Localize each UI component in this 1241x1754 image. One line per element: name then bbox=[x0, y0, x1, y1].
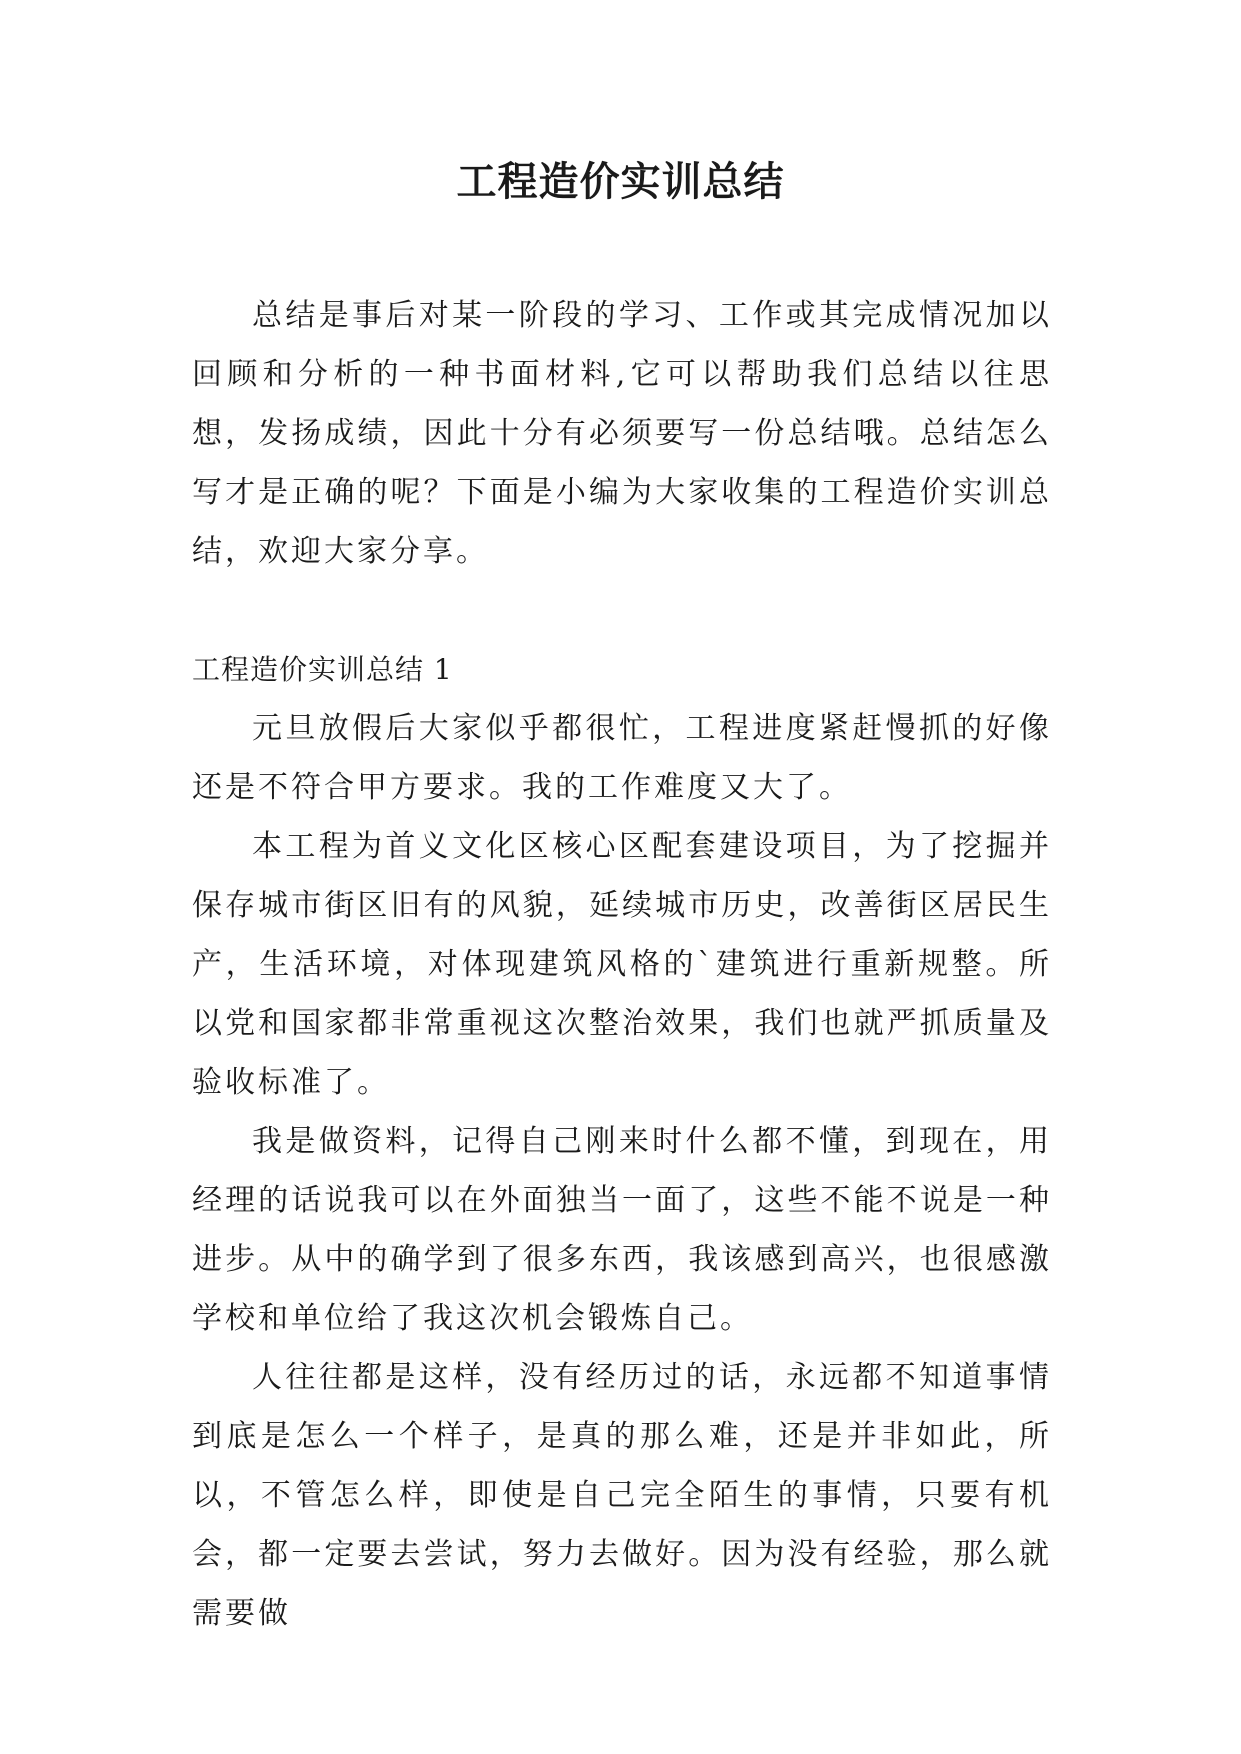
body-paragraph: 人往往都是这样，没有经历过的话，永远都不知道事情到底是怎么一个样子，是真的那么难，还是并非如此，所以，不管怎么样，即使是自己完全陌生的事情，只要有机会，都一定要去尝试，努力去做好。因为没有经验，那么就需要做 bbox=[192, 1360, 1052, 1631]
body-paragraph: 我是做资料，记得自己刚来时什么都不懂，到现在，用经理的话说我可以在外面独当一面了，这些不能不说是一种进步。从中的确学到了很多东西，我该感到高兴，也很感激学校和单位给了我这次机会锻炼自己。 bbox=[192, 1124, 1052, 1336]
body-paragraph: 元旦放假后大家似乎都很忙，工程进度紧赶慢抓的好像还是不符合甲方要求。我的工作难度又大了。 bbox=[192, 711, 1052, 805]
body-paragraph: 本工程为首义文化区核心区配套建设项目，为了挖掘并保存城市街区旧有的风貌，延续城市历史，改善街区居民生产，生活环境，对体现建筑风格的`建筑进行重新规整。所以党和国家都非常重视这次整治效果，我们也就严抓质量及验收标准了。 bbox=[192, 829, 1052, 1100]
document-body bbox=[192, 286, 1052, 1643]
intro-paragraph: 总结是事后对某一阶段的学习、工作或其完成情况加以回顾和分析的一种书面材料,它可以帮助我们总结以往思想，发扬成绩，因此十分有必须要写一份总结哦。总结怎么写才是正确的呢？下面是小编为大家收集的工程造价实训总结，欢迎大家分享。 bbox=[192, 298, 1052, 569]
section-heading: 工程造价实训总结 1 bbox=[192, 653, 453, 686]
document-title: 工程造价实训总结 bbox=[456, 158, 785, 205]
